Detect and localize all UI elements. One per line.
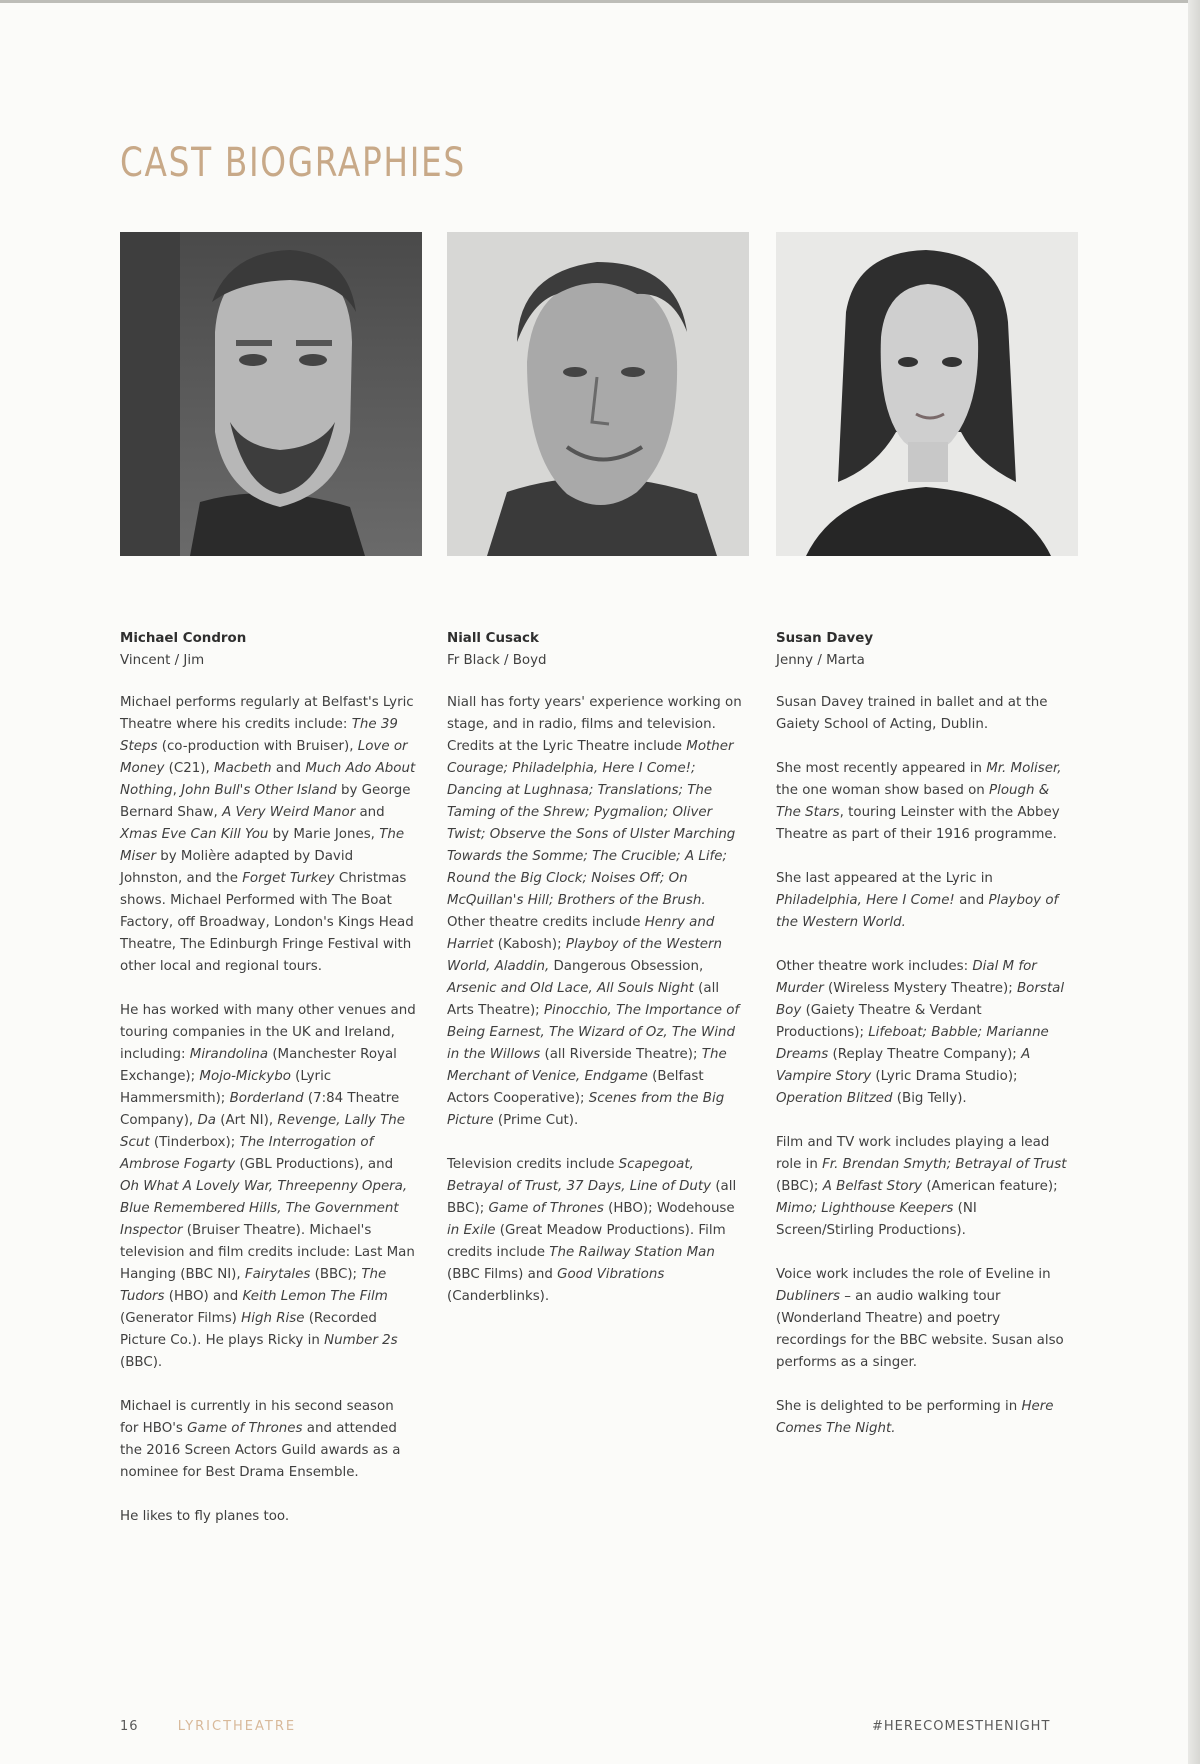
cast-photo-niall-cusack [447,232,749,556]
footer-hashtag: #HERECOMESTHENIGHT [872,1719,1051,1734]
bio-paragraph: She last appeared at the Lyric in Philadelphia, Here I Come! and Playboy of the Western World. [776,871,1059,930]
page-top-edge [0,0,1200,3]
cast-role: Fr Black / Boyd [447,653,547,668]
cast-photo-michael-condron [120,232,422,556]
bio-paragraph: He has worked with many other venues and touring companies in the UK and Ireland, including: Mirandolina (Manchester Royal Exchange); Mojo-Mickybo (Lyric Hammersmith); Borderland (7:84 Theatre Company), Da (Art NI), Revenge, Lally The Scut (Tinderbox); The Interrogation of Ambrose Fogarty (GBL Productions), and Oh What A Lovely War, Threepenny Opera, Blue Remembered Hills, The Government Inspector (Bruiser Theatre). Michael's television and film credits include: Last Man Hanging (BBC NI), Fairytales (BBC); The Tudors (HBO) and Keith Lemon The Film (Generator Films) High Rise (Recorded Picture Co.). He plays Ricky in Number 2s (BBC). [120,1003,416,1370]
cast-role: Jenny / Marta [776,653,865,668]
bio-paragraph: She most recently appeared in Mr. Moliser, the one woman show based on Plough & The Stars, touring Leinster with the Abbey Theatre as part of their 1916 programme. [776,761,1062,842]
bio-paragraph: Television credits include Scapegoat, Betrayal of Trust, 37 Days, Line of Duty (all BBC); Game of Thrones (HBO); Wodehouse in Exile (Great Meadow Productions). Film credits include The Railway Station Man (BBC Films) and Good Vibrations (Canderblinks). [447,1157,737,1304]
footer-left [120,1719,296,1734]
page-edge [1188,0,1200,1764]
bio-column-niall-cusack [447,628,743,1330]
bio-paragraph: Susan Davey trained in ballet and at the Gaiety School of Acting, Dublin. [776,695,1048,732]
cast-name: Michael Condron [120,631,247,646]
cast-name: Niall Cusack [447,631,539,646]
bio-paragraph: Michael is currently in his second season for HBO's Game of Thrones and attended the 2016 Screen Actors Guild awards as a nominee for Best Drama Ensemble. [120,1399,401,1480]
page-title: CAST BIOGRAPHIES [120,140,466,186]
brand-logo: LYRICTHEATRE [177,1719,297,1734]
bio-column-michael-condron [120,628,416,1550]
page-number: 16 [120,1719,139,1734]
bio-paragraph: Michael performs regularly at Belfast's Lyric Theatre where his credits include: The 39 Steps (co-production with Bruiser), Love or Money (C21), Macbeth and Much Ado About Nothing, John Bull's Other Island by George Bernard Shaw, A Very Weird Manor and Xmas Eve Can Kill You by Marie Jones, The Miser by Molière adapted by David Johnston, and the Forget Turkey Christmas shows. Michael Performed with The Boat Factory, off Broadway, London's Kings Head Theatre, The Edinburgh Fringe Festival with other local and regional tours. [120,695,416,974]
bio-paragraph: She is delighted to be performing in Here Comes The Night. [776,1399,1054,1436]
bio-paragraph: Other theatre work includes: Dial M for Murder (Wireless Mystery Theatre); Borstal Boy (Gaiety Theatre & Verdant Productions); Lifeboat; Babble; Marianne Dreams (Replay Theatre Company); A Vampire Story (Lyric Drama Studio); Operation Blitzed (Big Telly). [776,959,1065,1106]
bio-column-susan-davey [776,628,1072,1462]
bio-paragraph: Niall has forty years' experience working on stage, and in radio, films and television. Credits at the Lyric Theatre include Mother Courage; Philadelphia, Here I Come!; Dancing at Lughnasa; Translations; The Taming of the Shrew; Pygmalion; Oliver Twist; Observe the Sons of Ulster Marching Towards the Somme; The Crucible; A Life; Round the Big Clock; Noises Off; On McQuillan's Hill; Brothers of the Brush. Other theatre credits include Henry and Harriet (Kabosh); Playboy of the Western World, Aladdin, Dangerous Obsession, Arsenic and Old Lace, All Souls Night (all Arts Theatre); Pinocchio, The Importance of Being Earnest, The Wizard of Oz, The Wind in the Willows (all Riverside Theatre); The Merchant of Venice, Endgame (Belfast Actors Cooperative); Scenes from the Big Picture (Prime Cut). [447,695,742,1128]
cast-name: Susan Davey [776,631,874,646]
bio-paragraph: Film and TV work includes playing a lead role in Fr. Brendan Smyth; Betrayal of Trust (BBC); A Belfast Story (American feature); Mimo; Lighthouse Keepers (NI Screen/Stirling Productions). [776,1135,1067,1238]
cast-photo-susan-davey [776,232,1078,556]
bio-paragraph: He likes to fly planes too. [120,1509,290,1524]
cast-role: Vincent / Jim [120,653,205,668]
bio-paragraph: Voice work includes the role of Eveline in Dubliners – an audio walking tour (Wonderland Theatre) and poetry recordings for the BBC website. Susan also performs as a singer. [776,1267,1064,1370]
